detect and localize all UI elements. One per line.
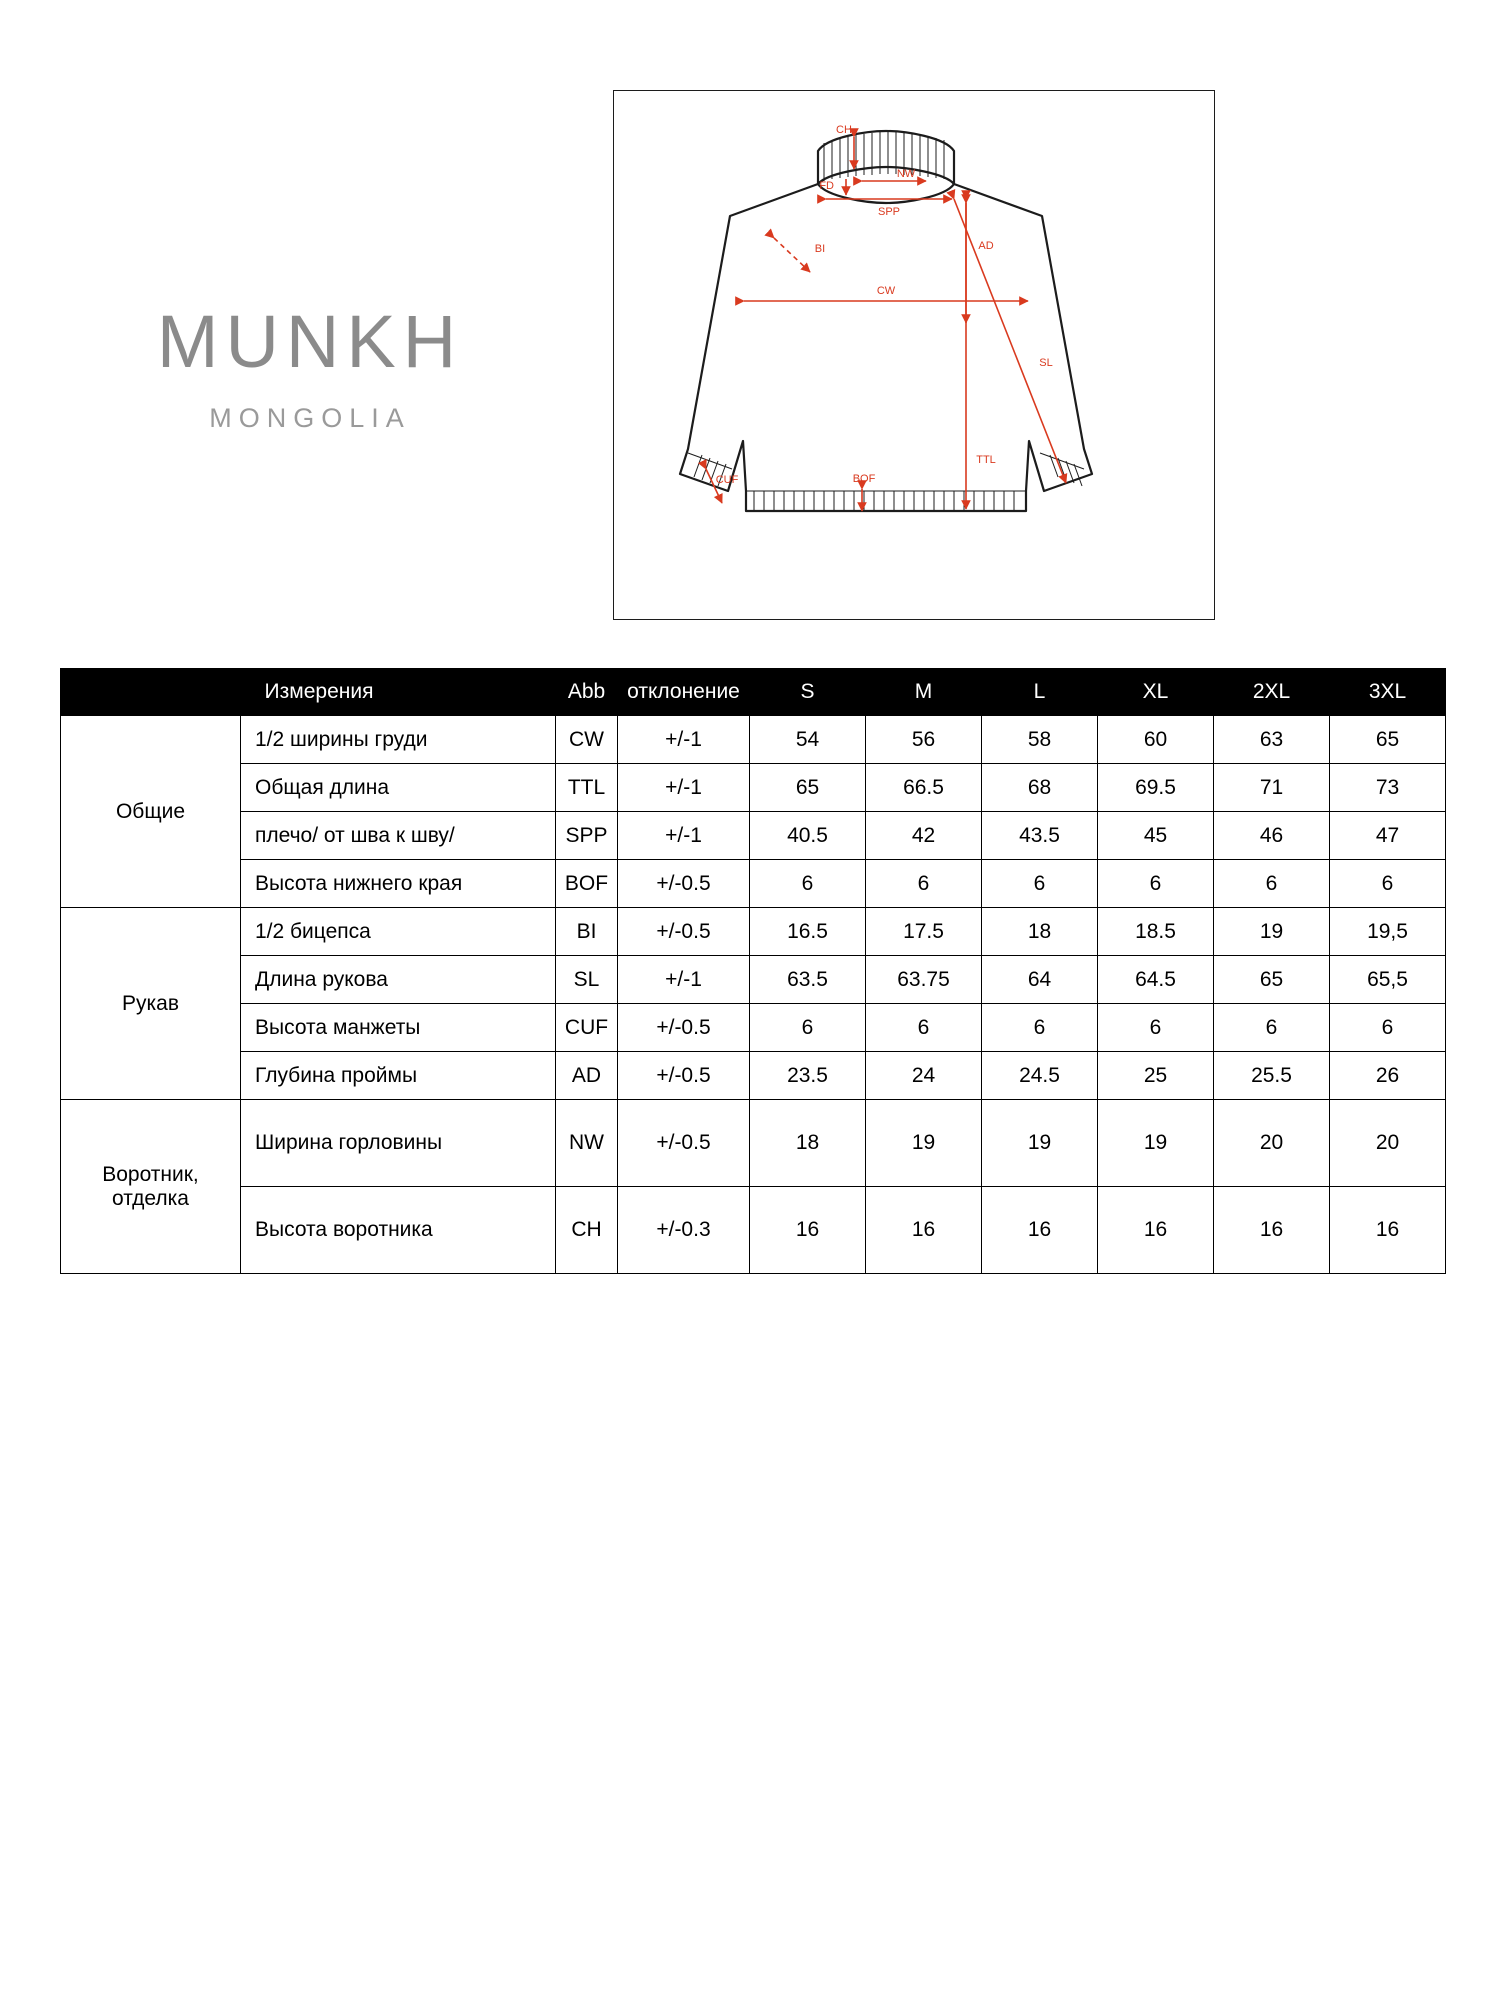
table-row — [61, 716, 1446, 764]
cell-3xl: 20 — [1330, 1100, 1446, 1187]
cell-m: 19 — [866, 1100, 982, 1187]
cell-l: 6 — [982, 1004, 1098, 1052]
group-label-sleeve: Рукав — [61, 908, 241, 1100]
cell-3xl: 16 — [1330, 1187, 1446, 1274]
table-row — [61, 764, 1446, 812]
table-row — [61, 812, 1446, 860]
row-name: Общая длина — [241, 764, 556, 812]
cell-3xl: 47 — [1330, 812, 1446, 860]
row-deviation: +/-0.3 — [618, 1187, 750, 1274]
cell-l: 24.5 — [982, 1052, 1098, 1100]
cell-2xl: 71 — [1214, 764, 1330, 812]
cell-2xl: 16 — [1214, 1187, 1330, 1274]
cell-s: 54 — [750, 716, 866, 764]
cell-s: 23.5 — [750, 1052, 866, 1100]
cell-xl: 19 — [1098, 1100, 1214, 1187]
cell-s: 63.5 — [750, 956, 866, 1004]
cell-l: 58 — [982, 716, 1098, 764]
cell-l: 19 — [982, 1100, 1098, 1187]
cell-m: 6 — [866, 1004, 982, 1052]
header-abb: Abb — [556, 669, 618, 716]
table-row — [61, 908, 1446, 956]
cell-l: 68 — [982, 764, 1098, 812]
cell-l: 64 — [982, 956, 1098, 1004]
label-fd: FD — [819, 180, 834, 192]
label-bof: BOF — [852, 473, 876, 485]
header-deviation: отклонение — [618, 669, 750, 716]
cell-xl: 64.5 — [1098, 956, 1214, 1004]
row-deviation: +/-1 — [618, 956, 750, 1004]
cell-m: 63.75 — [866, 956, 982, 1004]
row-deviation: +/-0.5 — [618, 908, 750, 956]
row-name: Глубина проймы — [241, 1052, 556, 1100]
cell-xl: 16 — [1098, 1187, 1214, 1274]
technical-drawing-panel — [613, 90, 1215, 620]
cell-xl: 69.5 — [1098, 764, 1214, 812]
row-name: Длина рукова — [241, 956, 556, 1004]
cell-s: 18 — [750, 1100, 866, 1187]
label-bi: BI — [814, 243, 826, 255]
cell-l: 6 — [982, 860, 1098, 908]
cell-s: 16 — [750, 1187, 866, 1274]
row-deviation: +/-0.5 — [618, 1004, 750, 1052]
row-deviation: +/-0.5 — [618, 1100, 750, 1187]
label-cw: CW — [876, 285, 896, 297]
cell-s: 6 — [750, 1004, 866, 1052]
cell-2xl: 20 — [1214, 1100, 1330, 1187]
cell-l: 16 — [982, 1187, 1098, 1274]
cell-s: 16.5 — [750, 908, 866, 956]
cell-2xl: 65 — [1214, 956, 1330, 1004]
header-size-3xl: 3XL — [1330, 669, 1446, 716]
header-size-s: S — [750, 669, 866, 716]
cell-2xl: 19 — [1214, 908, 1330, 956]
cell-m: 6 — [866, 860, 982, 908]
row-deviation: +/-1 — [618, 812, 750, 860]
table-row — [61, 1187, 1446, 1274]
cell-s: 65 — [750, 764, 866, 812]
group-label-general: Общие — [61, 716, 241, 908]
row-name: Высота манжеты — [241, 1004, 556, 1052]
cell-2xl: 25.5 — [1214, 1052, 1330, 1100]
cell-xl: 45 — [1098, 812, 1214, 860]
brand-name: MUNKH — [156, 300, 464, 383]
row-name: Высота воротника — [241, 1187, 556, 1274]
row-name: 1/2 ширины груди — [241, 716, 556, 764]
cell-3xl: 19,5 — [1330, 908, 1446, 956]
row-name: Высота нижнего края — [241, 860, 556, 908]
cell-m: 24 — [866, 1052, 982, 1100]
label-ch: CH — [836, 124, 852, 136]
cell-xl: 6 — [1098, 860, 1214, 908]
row-abb: AD — [556, 1052, 618, 1100]
header-size-m: M — [866, 669, 982, 716]
cell-2xl: 6 — [1214, 1004, 1330, 1052]
table-row — [61, 1052, 1446, 1100]
cell-3xl: 65,5 — [1330, 956, 1446, 1004]
cell-m: 16 — [866, 1187, 982, 1274]
row-abb: CW — [556, 716, 618, 764]
label-sl: SL — [1039, 357, 1053, 369]
size-table — [60, 668, 1446, 1274]
table-row — [61, 1100, 1446, 1187]
cell-s: 6 — [750, 860, 866, 908]
cell-m: 56 — [866, 716, 982, 764]
row-abb: CUF — [556, 1004, 618, 1052]
header-size-2xl: 2XL — [1214, 669, 1330, 716]
group-label-collar: Воротник, отделка — [61, 1100, 241, 1274]
row-deviation: +/-0.5 — [618, 1052, 750, 1100]
row-abb: SPP — [556, 812, 618, 860]
row-abb: NW — [556, 1100, 618, 1187]
header-size-xl: XL — [1098, 669, 1214, 716]
row-abb: CH — [556, 1187, 618, 1274]
row-abb: TTL — [556, 764, 618, 812]
label-nw: NW — [896, 168, 916, 180]
cell-3xl: 26 — [1330, 1052, 1446, 1100]
cell-s: 40.5 — [750, 812, 866, 860]
row-name: 1/2 бицепса — [241, 908, 556, 956]
row-deviation: +/-1 — [618, 716, 750, 764]
label-ad: AD — [978, 240, 994, 252]
table-row — [61, 1004, 1446, 1052]
cell-xl: 6 — [1098, 1004, 1214, 1052]
cell-2xl: 63 — [1214, 716, 1330, 764]
row-abb: BI — [556, 908, 618, 956]
row-deviation: +/-1 — [618, 764, 750, 812]
label-cuf: CUF — [715, 474, 739, 486]
header-size-l: L — [982, 669, 1098, 716]
row-deviation: +/-0.5 — [618, 860, 750, 908]
sweater-illustration — [614, 91, 1214, 619]
label-ttl: TTL — [976, 454, 996, 466]
cell-xl: 25 — [1098, 1052, 1214, 1100]
cell-l: 43.5 — [982, 812, 1098, 860]
table-header-row — [61, 669, 1446, 716]
cell-m: 17.5 — [866, 908, 982, 956]
cell-xl: 18.5 — [1098, 908, 1214, 956]
table-row — [61, 860, 1446, 908]
row-abb: BOF — [556, 860, 618, 908]
row-name: плечо/ от шва к шву/ — [241, 812, 556, 860]
label-spp: SPP — [877, 206, 901, 218]
row-abb: SL — [556, 956, 618, 1004]
cell-xl: 60 — [1098, 716, 1214, 764]
cell-3xl: 6 — [1330, 1004, 1446, 1052]
brand-subtitle: MONGOLIA — [209, 403, 411, 433]
cell-2xl: 6 — [1214, 860, 1330, 908]
cell-l: 18 — [982, 908, 1098, 956]
header-measurements: Измерения — [61, 669, 556, 716]
cell-3xl: 73 — [1330, 764, 1446, 812]
row-name: Ширина горловины — [241, 1100, 556, 1187]
brand-logo — [110, 300, 510, 434]
cell-2xl: 46 — [1214, 812, 1330, 860]
table-row — [61, 956, 1446, 1004]
cell-3xl: 65 — [1330, 716, 1446, 764]
cell-m: 66.5 — [866, 764, 982, 812]
cell-3xl: 6 — [1330, 860, 1446, 908]
cell-m: 42 — [866, 812, 982, 860]
